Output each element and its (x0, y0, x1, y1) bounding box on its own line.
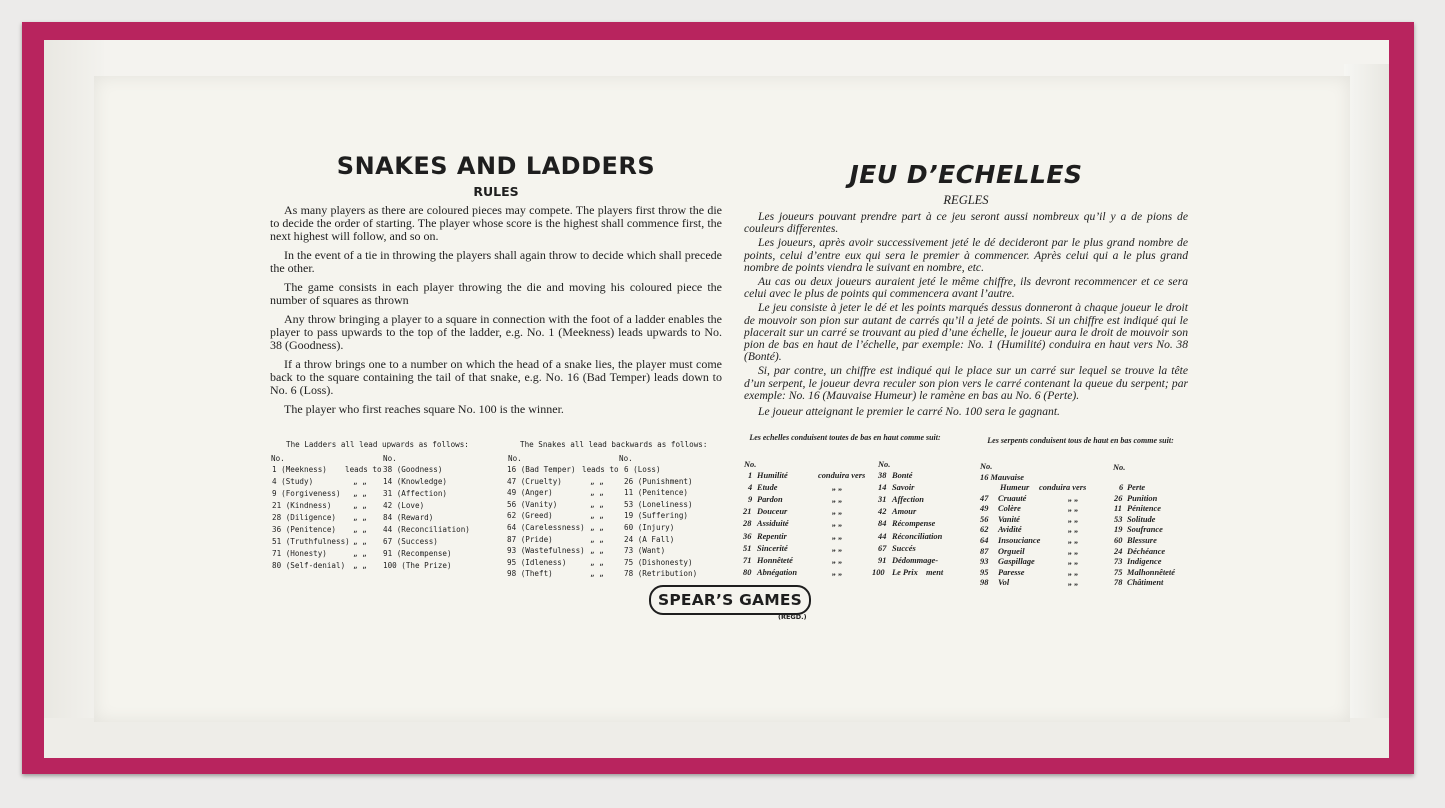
ladder-from: Etude (757, 483, 778, 493)
ladder-from-number: 28 (743, 519, 752, 529)
ditto-mark: „ „ (353, 537, 367, 546)
snake-to-number: 6 (1119, 483, 1124, 492)
ditto-mark: „ „ (832, 483, 843, 493)
snake-to: Malhonnêteté (1127, 567, 1175, 577)
snake-from: Colère (998, 504, 1021, 514)
no-column-label: No. (744, 460, 757, 469)
french-ladders-table (740, 433, 960, 583)
snake-from: 98 (Theft) (507, 569, 553, 579)
ladder-from: 9 (Forgiveness) (272, 489, 341, 498)
ladder-to: 44 (Reconciliation) (383, 525, 470, 534)
ditto-mark: „ „ (832, 495, 843, 505)
snake-to: 60 (Injury) (624, 523, 675, 532)
ladder-from: Sincerité (757, 543, 788, 553)
ladder-to-number: 91 (878, 555, 887, 565)
ditto-mark: „ „ (1068, 567, 1079, 577)
ladder-to: 67 (Success) (383, 537, 438, 546)
snake-from: 47 (Cruelty) (507, 476, 562, 486)
ditto-mark: „ „ (1068, 546, 1079, 556)
snake-from: 56 (Vanity) (507, 499, 558, 509)
snake-to-number: 53 (1114, 514, 1123, 524)
no-column-label: No. (980, 462, 993, 471)
snake-to: Blessure (1127, 536, 1157, 545)
french-paragraph: Le joueur atteignant le premier le carré No. 100 sera le gagnant. (758, 405, 1060, 419)
no-column-label: No. (271, 454, 285, 463)
ladder-from-number: 51 (743, 543, 752, 553)
ditto-mark: „ „ (590, 534, 604, 544)
ladder-to: Récompense (892, 519, 936, 529)
snake-to-number: 78 (1114, 578, 1123, 588)
english-paragraph: Any throw bringing a player to a square in connection with the foot of a ladder enables the player to pass upwards to the top of the ladder, e.g. No. 1 (Meekness) leads upwards to No. 38 (Goodness). (270, 312, 722, 352)
snake-to: 11 (Penitence) (624, 488, 689, 498)
ditto-mark: „ „ (353, 489, 367, 498)
table-heading: Les serpents conduisent tous de haut en bas comme suit: (987, 436, 1174, 445)
ladder-from-number: 4 (748, 483, 753, 493)
french-subtitle: REGLES (943, 193, 989, 207)
snake-to: 75 (Dishonesty) (624, 557, 693, 567)
snake-to-number: 24 (1114, 546, 1123, 556)
ladder-to: 42 (Love) (383, 501, 425, 510)
english-paragraph: The player who first reaches square No. 100 is the winner. (284, 402, 564, 416)
snake-from: Cruauté (998, 493, 1027, 503)
ladder-from: Assiduité (757, 519, 789, 529)
ladder-from: 71 (Honesty) (272, 549, 327, 558)
snake-to: Soufrance (1127, 525, 1163, 535)
english-paragraph: As many players as there are coloured pieces may compete. The players first throw the die to decide the order of starting. The player whose score is the highest shall commence first, the next highest will follow, and so on. (270, 203, 722, 243)
ladder-to-number: 84 (878, 519, 887, 529)
ladder-to: Le Prix (892, 567, 918, 577)
snake-from-number: 93 (980, 557, 989, 567)
snake-from: Vol (998, 578, 1010, 588)
snake-to: Indigence (1127, 557, 1162, 567)
ditto-mark: „ „ (590, 511, 604, 521)
ditto-mark: „ „ (1068, 514, 1079, 524)
snake-from: 64 (Carelessness) (507, 523, 585, 532)
ladder-from: Abnégation (757, 567, 798, 577)
ditto-mark: „ „ (1068, 557, 1079, 567)
snake-from: Insouciance (998, 536, 1041, 545)
snake-to: 6 (Loss) (624, 465, 661, 474)
ladder-to: Succés (892, 543, 916, 553)
ladder-to-number: 14 (878, 483, 887, 493)
ladder-from: 21 (Kindness) (272, 501, 332, 510)
snake-from-number: 87 (980, 546, 989, 556)
ditto-mark: „ „ (590, 523, 604, 532)
ladder-to: 91 (Recompense) (383, 549, 452, 558)
french-paragraph: Le jeu consiste à jeter le dé et les points marqués dessus donneront à chaque joueur le droit de mouvoir son pion sur autant de carrés qu’il a jeté de points. Si un chiffre est indiqué qui le placerait sur un carré se trouvant au pied d’une échelle, le joueur aura le droit de mouvoir son pion de bas en haut de l’échelle, par exemple: No. 1 (Humilité) conduira en haut vers No. 38 (Bonté). (744, 301, 1188, 364)
ladder-verb: conduira vers (818, 471, 866, 480)
snake-to: Déchéance (1127, 546, 1166, 556)
snake-verb: leads to (582, 465, 619, 474)
ditto-mark: „ „ (353, 561, 367, 570)
table-heading: Les echelles conduisent toutes de bas en haut comme suit: (749, 433, 941, 442)
spears-games-logo: SPEAR’S GAMES (649, 585, 811, 615)
ditto-mark: „ „ (353, 549, 367, 558)
table-heading: The Ladders all lead upwards as follows: (286, 440, 469, 449)
ditto-mark: „ „ (353, 513, 367, 522)
ditto-mark: „ „ (590, 546, 604, 556)
snake-to: Punition (1127, 493, 1158, 503)
snake-to: 24 (A Fall) (624, 534, 675, 544)
snake-from: 93 (Wastefulness) (507, 546, 585, 556)
ladder-to: Savoir (892, 483, 915, 493)
box-inner-wall-bottom (44, 718, 1389, 758)
ladder-from-number: 9 (748, 495, 753, 505)
snake-from-number: 47 (980, 493, 989, 503)
ladder-from: 36 (Penitence) (272, 525, 337, 534)
snake-from: 87 (Pride) (507, 534, 553, 544)
french-paragraph: Les joueurs, après avoir successivement jeté le dé decideront par le plus grand nombre de points, celui d’entre eux qui sera le premier à commencer. Après celui qui a le plus grand nombre de points viendra le suivant en nombre, etc. (744, 236, 1188, 274)
snake-to-number: 11 (1114, 504, 1122, 514)
french-rules (744, 160, 1188, 420)
ditto-mark: „ „ (1068, 493, 1079, 503)
ladder-from-number: 80 (743, 567, 752, 577)
snake-from: Vanité (998, 514, 1020, 524)
ditto-mark: „ „ (1068, 525, 1079, 535)
ladder-from: 4 (Study) (272, 477, 314, 486)
ladder-to-number: 67 (878, 543, 887, 553)
ladder-from: 1 (Meekness) (272, 465, 327, 474)
ditto-mark: „ „ (590, 488, 604, 498)
ladder-from-number: 1 (748, 471, 753, 480)
french-title: JEU D’ECHELLES (849, 160, 1083, 189)
ladder-from: Pardon (757, 495, 783, 505)
ladder-from: Humilité (757, 471, 788, 480)
snake-from-line2: Humeur (1000, 483, 1030, 492)
english-snakes-table (506, 440, 716, 580)
snake-from-line1: 16 Mauvaise (980, 473, 1024, 482)
english-paragraph: The game consists in each player throwing the die and moving his coloured piece the number of squares as thrown (270, 280, 722, 307)
snake-from-number: 56 (980, 514, 989, 524)
snake-from: Gaspillage (998, 557, 1035, 567)
ditto-mark: „ „ (353, 477, 367, 486)
ditto-mark: „ „ (1068, 504, 1079, 514)
snake-from-number: 49 (980, 504, 989, 514)
snake-to-number: 60 (1114, 536, 1123, 545)
ladder-from-number: 21 (743, 507, 752, 517)
ditto-mark: „ „ (832, 519, 843, 529)
ladder-to: 14 (Knowledge) (383, 477, 448, 486)
french-paragraph: Au cas ou deux joueurs auraient jeté le même chiffre, ils devront recommencer et ce sera celui avec le plus de points qui commencera avant l’autre. (744, 275, 1188, 301)
box-inner-wall-right (1344, 64, 1389, 750)
ladder-to: 38 (Goodness) (383, 465, 443, 474)
french-snakes-table (978, 436, 1188, 586)
ladder-to: Dédommage- (892, 555, 939, 565)
ditto-mark: „ „ (1068, 536, 1079, 545)
english-paragraph: If a throw brings one to a number on which the head of a snake lies, the player must come back to the square containing the tail of that snake, e.g. No. 16 (Bad Temper) leads down to No. 6 (Loss). (270, 357, 722, 397)
ladder-to: 84 (Reward) (383, 513, 434, 522)
snake-to: Perte (1127, 483, 1146, 492)
snake-from: Avidité (998, 525, 1022, 535)
english-title: SNAKES AND LADDERS (336, 152, 656, 180)
snake-to-number: 73 (1114, 557, 1123, 567)
ladder-verb: leads to (345, 465, 382, 474)
snake-from: 49 (Anger) (507, 488, 553, 498)
snake-from-number: 62 (980, 525, 989, 535)
no-column-label: No. (508, 454, 522, 463)
snake-from: 62 (Greed) (507, 511, 553, 521)
ladder-to: Bonté (892, 471, 913, 480)
ditto-mark: „ „ (590, 557, 604, 567)
snake-to: 73 (Want) (624, 546, 666, 556)
ladder-to-number: 31 (878, 495, 887, 505)
snake-from: Orgueil (998, 546, 1025, 556)
english-ladders-table (268, 440, 478, 580)
ladder-from: 80 (Self-denial) (272, 561, 346, 570)
snake-from: Paresse (998, 567, 1025, 577)
snake-to: 78 (Retribution) (624, 569, 698, 579)
ditto-mark: „ „ (832, 555, 843, 565)
ditto-mark: „ „ (590, 569, 604, 579)
ladder-from: 51 (Truthfulness) (272, 537, 350, 546)
no-column-label: No. (619, 454, 633, 463)
snake-to: 26 (Punishment) (624, 476, 693, 486)
snake-to: Pénitence (1127, 504, 1161, 514)
english-subtitle: RULES (473, 184, 519, 199)
ladder-to-number: 44 (878, 531, 887, 541)
snake-from-number: 95 (980, 567, 989, 577)
ladder-to: Affection (892, 495, 924, 505)
ditto-mark: „ „ (832, 543, 843, 553)
snake-to-number: 26 (1114, 493, 1123, 503)
ladder-to: Réconciliation (892, 531, 943, 541)
ladder-to: Amour (892, 507, 917, 517)
snake-to: 53 (Loneliness) (624, 499, 693, 509)
ditto-mark: „ „ (832, 507, 843, 517)
registered-mark: (REGD.) (778, 613, 807, 621)
ladder-from-number: 36 (743, 531, 752, 541)
ladder-from: Repentir (757, 531, 787, 541)
snake-to-number: 75 (1114, 567, 1123, 577)
ladder-from: 28 (Diligence) (272, 513, 337, 522)
ladder-to-number: 38 (878, 471, 887, 480)
snake-from-number: 64 (980, 536, 989, 545)
snake-to: 19 (Suffering) (624, 511, 689, 521)
ladder-to: 100 (The Prize) (383, 561, 452, 570)
snake-from: 95 (Idleness) (507, 557, 567, 567)
ditto-mark: „ „ (590, 476, 604, 486)
ditto-mark: „ „ (590, 499, 604, 509)
ladder-to-number: 100 (872, 567, 885, 577)
no-column-label: No. (1113, 463, 1126, 472)
french-paragraph: Si, par contre, un chiffre est indiqué qui le place sur un carré sur lequel se trouve la tête d’un serpent, le joueur devra reculer son pion vers le carré contenant la queue du serpent; par exemple: No. 16 (Mauvaise Humeur) le ramène en bas au No. 6 (Perte). (744, 364, 1188, 402)
ditto-mark: „ „ (1068, 578, 1079, 588)
ditto-mark: „ „ (353, 525, 367, 534)
ladder-to: 31 (Affection) (383, 489, 448, 498)
ladder-from: Douceur (757, 507, 788, 517)
ladder-from: Honnêteté (757, 555, 793, 565)
ditto-mark: „ „ (832, 531, 843, 541)
table-heading: The Snakes all lead backwards as follows: (520, 440, 708, 449)
no-column-label: No. (383, 454, 397, 463)
snake-verb: conduira vers (1039, 483, 1087, 492)
ladder-to-number: 42 (878, 507, 887, 517)
snake-to-number: 19 (1114, 525, 1123, 535)
ditto-mark: „ „ (832, 567, 843, 577)
snake-to: Châtiment (1127, 578, 1164, 588)
english-rules (270, 152, 722, 422)
french-paragraph: Les joueurs pouvant prendre part à ce jeu seront aussi nombreux qu’il y a de pions de couleurs differentes. (744, 210, 1188, 236)
ditto-mark: „ „ (353, 501, 367, 510)
snake-from-number: 98 (980, 578, 989, 588)
snake-to: Solitude (1127, 514, 1156, 524)
english-paragraph: In the event of a tie in throwing the players shall again throw to decide which shall precede the other. (270, 248, 722, 275)
wrap-suffix: ment (926, 568, 944, 577)
snake-from: 16 (Bad Temper) (507, 465, 576, 474)
no-column-label: No. (878, 460, 891, 469)
ladder-from-number: 71 (743, 555, 752, 565)
